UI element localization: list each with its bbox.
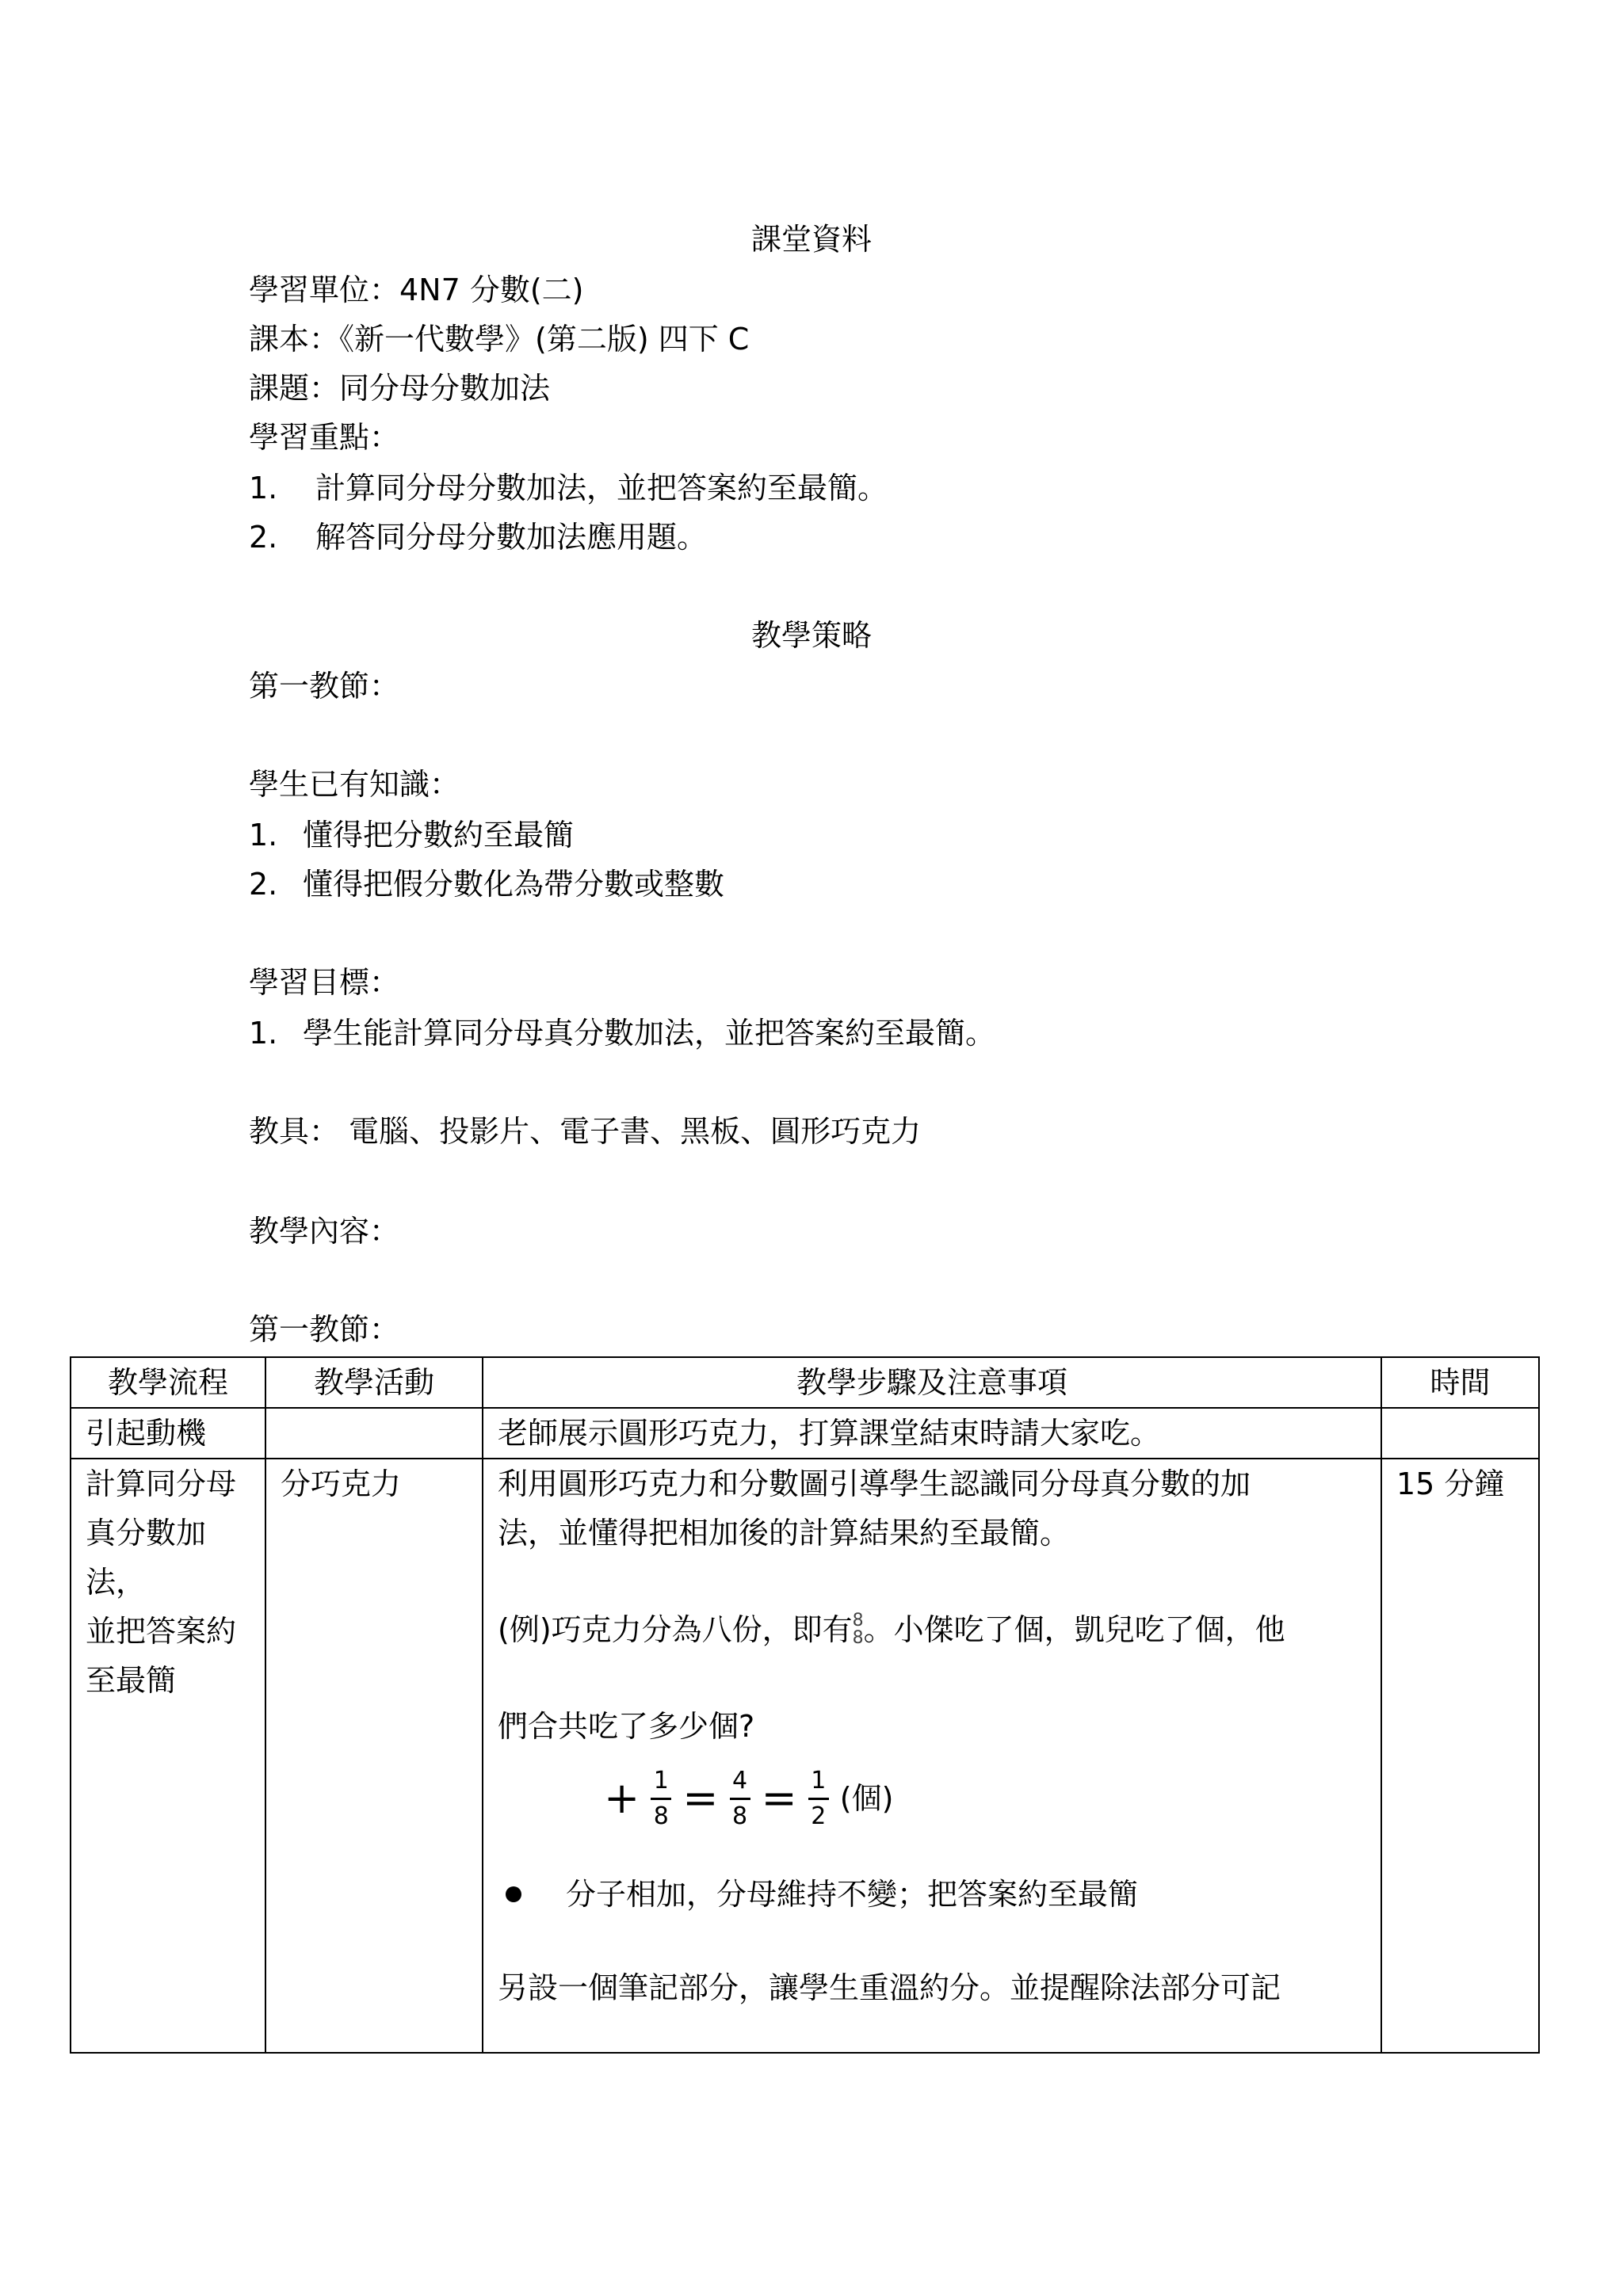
- fraction: [730, 1766, 750, 1832]
- list-text: 學生能計算同分母真分數加法，並把答案約至最簡。: [303, 1016, 996, 1051]
- fraction-denominator: 8: [852, 1628, 864, 1648]
- bullet-item: [498, 1870, 1366, 1919]
- content-heading: 教學內容：: [249, 1214, 400, 1249]
- inline-fraction: [853, 1612, 864, 1647]
- steps-paragraph: 法，並懂得把相加後的計算結果約至最簡。: [498, 1516, 1071, 1550]
- question-line: 們合共吃了多少個?: [498, 1709, 755, 1744]
- objective-heading: 學習目標：: [249, 965, 400, 1000]
- page-title: 課堂資料: [750, 222, 872, 257]
- activity-cell: [265, 1408, 483, 1459]
- unit-label: (個): [839, 1781, 894, 1816]
- header-cell: 時間: [1381, 1357, 1539, 1408]
- lesson-label-2: 第一教節：: [249, 1312, 400, 1347]
- list-number: 2.: [249, 867, 278, 902]
- time-cell: [1381, 1408, 1539, 1459]
- list-number: 1.: [249, 1016, 278, 1051]
- activity-cell: 分巧克力: [265, 1459, 483, 2053]
- list-text: 解答同分母分數加法應用題。: [315, 520, 708, 555]
- table-row: [71, 1408, 1539, 1459]
- flow-line: 至最簡: [86, 1663, 177, 1698]
- fraction-numerator: 8: [852, 1611, 864, 1630]
- flow-line: 並把答案約: [86, 1614, 237, 1649]
- equals-sign: =: [682, 1773, 719, 1823]
- prior-knowledge-heading: 學生已有知識：: [249, 767, 460, 802]
- fraction: [651, 1766, 671, 1832]
- time-cell: 15 分鐘: [1381, 1459, 1539, 2053]
- example-line: [498, 1605, 1366, 1654]
- fraction-numerator: 1: [653, 1766, 669, 1794]
- steps-paragraph: 利用圓形巧克力和分數圖引導學生認識同分母真分數的加: [498, 1466, 1251, 1501]
- focus-heading: 學習重點：: [249, 420, 400, 455]
- bullet-text: 分子相加，分母維持不變；把答案約至最簡: [566, 1877, 1139, 1912]
- header-cell: 教學活動: [265, 1357, 483, 1408]
- example-text: (例)巧克力分為八份，即有: [498, 1612, 853, 1647]
- prior-item: [249, 811, 574, 859]
- list-text: 計算同分母分數加法，並把答案約至最簡。: [315, 471, 888, 505]
- table-row: [71, 1459, 1539, 2053]
- list-text: 懂得把假分數化為帶分數或整數: [303, 867, 725, 902]
- focus-item: [249, 513, 707, 561]
- teaching-tools: 教具： 電腦、投影片、電子書、黑板、圓形巧克力: [249, 1114, 922, 1149]
- list-number: 2.: [249, 520, 278, 555]
- list-number: 1.: [249, 818, 278, 852]
- textbook: 課本：《新一代數學》(第二版) 四下 C: [249, 322, 750, 357]
- fraction-numerator: 4: [731, 1766, 748, 1794]
- header-cell: 教學流程: [71, 1357, 265, 1408]
- objective-item: [249, 1009, 995, 1057]
- flow-line: 計算同分母: [86, 1466, 237, 1501]
- focus-item: [249, 464, 888, 512]
- fraction: [808, 1766, 829, 1832]
- fraction-denominator: 2: [811, 1802, 827, 1830]
- steps-cell: [483, 1459, 1381, 2053]
- header-cell: 教學步驟及注意事項: [483, 1357, 1381, 1408]
- steps-cell: 老師展示圓形巧克力，打算課堂結束時請大家吃。: [483, 1408, 1381, 1459]
- topic: 課題：同分母分數加法: [249, 371, 551, 406]
- prior-item: [249, 860, 724, 908]
- table-header-row: [71, 1357, 1539, 1408]
- list-text: 懂得把分數約至最簡: [303, 818, 575, 852]
- list-number: 1.: [249, 471, 278, 505]
- fraction-denominator: 8: [653, 1802, 669, 1830]
- bullet-icon: [506, 1886, 521, 1902]
- lesson-label: 第一教節：: [249, 669, 400, 704]
- lesson-table: [70, 1356, 1540, 2054]
- equation: [593, 1759, 1366, 1838]
- flow-cell: 引起動機: [71, 1408, 265, 1459]
- flow-line: 真分數加法，: [86, 1516, 207, 1600]
- flow-cell: [71, 1459, 265, 2053]
- example-text: 。小傑吃了個，凱兒吃了個，他: [863, 1612, 1285, 1647]
- plus-sign: +: [604, 1773, 640, 1823]
- equals-sign: =: [761, 1773, 797, 1823]
- fraction-denominator: 8: [731, 1802, 748, 1830]
- learning-unit: 學習單位：4N7 分數(二): [249, 273, 584, 307]
- fraction-numerator: 1: [811, 1766, 827, 1794]
- strategy-title: 教學策略: [750, 618, 872, 653]
- note-line: 另設一個筆記部分，讓學生重溫約分。並提醒除法部分可記: [498, 1970, 1281, 2005]
